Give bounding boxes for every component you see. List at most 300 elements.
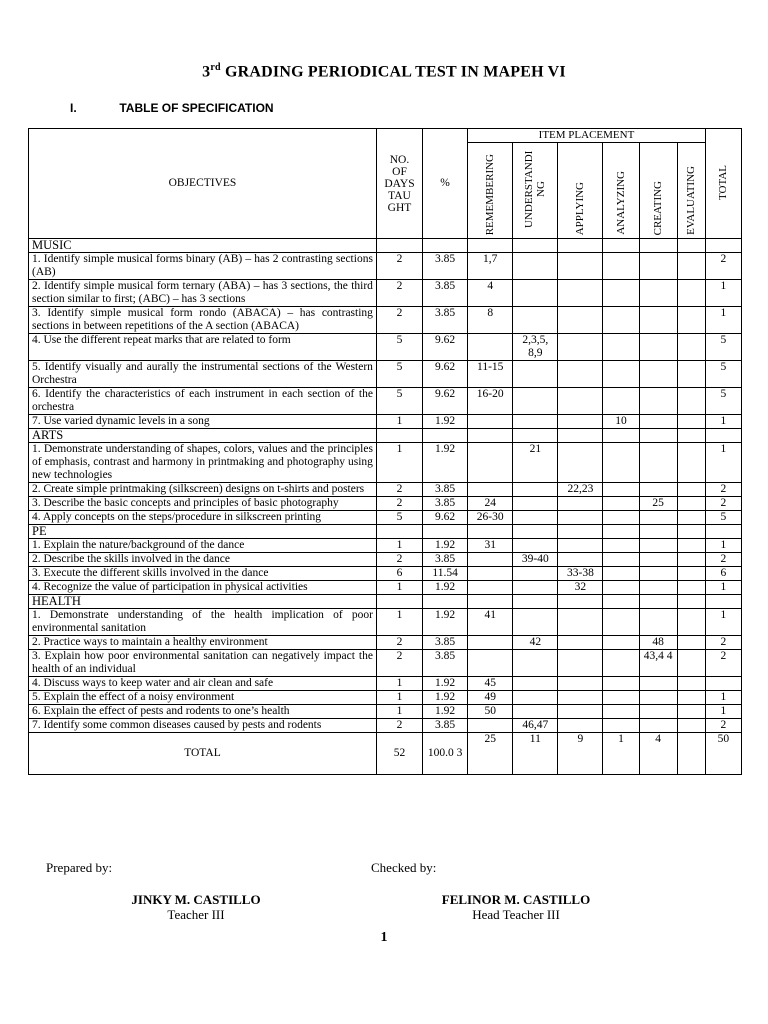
category-label: MUSIC bbox=[29, 239, 377, 253]
objective-text: 1. Demonstrate understanding of shapes, colors, values and the principles of emphasis, contrast and harmony in printmaking and photography using new technologies bbox=[29, 443, 377, 483]
row-evaluating bbox=[677, 280, 705, 307]
objective-text: 5. Explain the effect of a noisy environment bbox=[29, 691, 377, 705]
empty-cell bbox=[639, 239, 677, 253]
row-applying: 32 bbox=[558, 581, 603, 595]
level-understanding bbox=[513, 143, 558, 239]
row-applying bbox=[558, 361, 603, 388]
row-remembering: 41 bbox=[468, 609, 513, 636]
row-understanding bbox=[513, 483, 558, 497]
row-analyzing bbox=[603, 567, 639, 581]
row-applying bbox=[558, 539, 603, 553]
row-creating bbox=[639, 581, 677, 595]
category-row bbox=[29, 429, 742, 443]
row-evaluating bbox=[677, 443, 705, 483]
row-creating: 25 bbox=[639, 497, 677, 511]
objective-row bbox=[29, 719, 742, 733]
row-days: 5 bbox=[376, 388, 422, 415]
objective-row bbox=[29, 567, 742, 581]
level-evaluating bbox=[677, 143, 705, 239]
row-applying bbox=[558, 307, 603, 334]
row-understanding bbox=[513, 677, 558, 691]
objective-row bbox=[29, 497, 742, 511]
objective-row bbox=[29, 307, 742, 334]
row-creating bbox=[639, 609, 677, 636]
row-applying bbox=[558, 511, 603, 525]
days-header-line: NO. bbox=[389, 153, 410, 166]
row-evaluating bbox=[677, 497, 705, 511]
row-understanding bbox=[513, 497, 558, 511]
row-total: 6 bbox=[705, 567, 741, 581]
empty-cell bbox=[468, 429, 513, 443]
row-percent: 3.85 bbox=[423, 553, 468, 567]
row-creating bbox=[639, 361, 677, 388]
empty-cell bbox=[513, 429, 558, 443]
row-understanding: 46,47 bbox=[513, 719, 558, 733]
specification-body bbox=[29, 239, 742, 733]
empty-cell bbox=[603, 595, 639, 609]
row-total: 1 bbox=[705, 539, 741, 553]
row-days: 6 bbox=[376, 567, 422, 581]
row-remembering bbox=[468, 443, 513, 483]
empty-cell bbox=[603, 525, 639, 539]
objective-row bbox=[29, 361, 742, 388]
level-label: APPLYING bbox=[574, 181, 587, 235]
row-analyzing bbox=[603, 581, 639, 595]
row-remembering: 31 bbox=[468, 539, 513, 553]
row-applying bbox=[558, 388, 603, 415]
totals-row bbox=[29, 733, 742, 775]
days-header-line: OF bbox=[392, 165, 407, 178]
row-understanding bbox=[513, 691, 558, 705]
objective-text: 4. Apply concepts on the steps/procedure in silkscreen printing bbox=[29, 511, 377, 525]
level-label: UNDERSTANDI NG bbox=[523, 150, 548, 228]
row-analyzing bbox=[603, 677, 639, 691]
row-evaluating bbox=[677, 553, 705, 567]
row-applying bbox=[558, 650, 603, 677]
empty-cell bbox=[423, 525, 468, 539]
category-label: PE bbox=[29, 525, 377, 539]
row-analyzing bbox=[603, 334, 639, 361]
row-analyzing bbox=[603, 253, 639, 280]
row-evaluating bbox=[677, 719, 705, 733]
row-percent: 9.62 bbox=[423, 361, 468, 388]
row-total: 2 bbox=[705, 497, 741, 511]
row-days: 5 bbox=[376, 361, 422, 388]
row-analyzing bbox=[603, 483, 639, 497]
category-row bbox=[29, 239, 742, 253]
row-remembering: 24 bbox=[468, 497, 513, 511]
row-days: 2 bbox=[376, 483, 422, 497]
empty-cell bbox=[376, 595, 422, 609]
row-creating bbox=[639, 719, 677, 733]
empty-cell bbox=[376, 239, 422, 253]
row-total: 1 bbox=[705, 307, 741, 334]
row-understanding bbox=[513, 415, 558, 429]
row-applying bbox=[558, 415, 603, 429]
totals-percent: 100.0 3 bbox=[423, 733, 468, 775]
row-percent: 1.92 bbox=[423, 705, 468, 719]
empty-cell bbox=[603, 239, 639, 253]
days-header-line: DAYS bbox=[384, 177, 415, 190]
checker-name: FELINOR M. CASTILLO bbox=[441, 892, 591, 907]
row-analyzing bbox=[603, 609, 639, 636]
category-row bbox=[29, 595, 742, 609]
objective-row bbox=[29, 443, 742, 483]
row-creating bbox=[639, 307, 677, 334]
row-creating: 48 bbox=[639, 636, 677, 650]
row-remembering bbox=[468, 567, 513, 581]
row-days: 2 bbox=[376, 650, 422, 677]
days-header-line: TAU bbox=[388, 189, 411, 202]
row-understanding bbox=[513, 581, 558, 595]
checked-by-label: Checked by: bbox=[371, 860, 437, 875]
row-total: 1 bbox=[705, 581, 741, 595]
percent-header: % bbox=[423, 129, 468, 239]
row-total: 2 bbox=[705, 553, 741, 567]
row-days: 1 bbox=[376, 691, 422, 705]
objective-row bbox=[29, 609, 742, 636]
row-total: 1 bbox=[705, 705, 741, 719]
row-percent: 3.85 bbox=[423, 280, 468, 307]
empty-cell bbox=[705, 525, 741, 539]
row-days: 2 bbox=[376, 553, 422, 567]
specification-table bbox=[28, 128, 742, 775]
row-days: 2 bbox=[376, 280, 422, 307]
total-header-label: TOTAL bbox=[717, 164, 730, 200]
empty-cell bbox=[639, 525, 677, 539]
row-percent: 3.85 bbox=[423, 483, 468, 497]
row-percent: 1.92 bbox=[423, 609, 468, 636]
objective-text: 4. Discuss ways to keep water and air clean and safe bbox=[29, 677, 377, 691]
objective-row bbox=[29, 691, 742, 705]
objective-text: 7. Use varied dynamic levels in a song bbox=[29, 415, 377, 429]
objective-row bbox=[29, 280, 742, 307]
row-evaluating bbox=[677, 677, 705, 691]
objective-row bbox=[29, 483, 742, 497]
row-percent: 1.92 bbox=[423, 581, 468, 595]
row-creating bbox=[639, 280, 677, 307]
header-row-top bbox=[29, 129, 742, 143]
days-header-line: GHT bbox=[387, 201, 412, 214]
preparer-title: Teacher III bbox=[167, 907, 225, 922]
row-total: 5 bbox=[705, 334, 741, 361]
row-applying bbox=[558, 719, 603, 733]
objective-text: 6. Explain the effect of pests and rodents to one’s health bbox=[29, 705, 377, 719]
checker-title: Head Teacher III bbox=[472, 907, 560, 922]
row-total: 2 bbox=[705, 636, 741, 650]
empty-cell bbox=[705, 429, 741, 443]
row-total: 1 bbox=[705, 609, 741, 636]
objective-text: 7. Identify some common diseases caused by pests and rodents bbox=[29, 719, 377, 733]
row-analyzing bbox=[603, 443, 639, 483]
row-remembering: 26-30 bbox=[468, 511, 513, 525]
objective-text: 5. Identify visually and aurally the instrumental sections of the Western Orchestra bbox=[29, 361, 377, 388]
row-analyzing bbox=[603, 719, 639, 733]
row-days: 2 bbox=[376, 253, 422, 280]
row-percent: 1.92 bbox=[423, 539, 468, 553]
objective-text: 2. Describe the skills involved in the dance bbox=[29, 553, 377, 567]
level-label: REMEMBERING bbox=[484, 153, 497, 235]
empty-cell bbox=[423, 595, 468, 609]
objective-text: 4. Recognize the value of participation in physical activities bbox=[29, 581, 377, 595]
row-days: 2 bbox=[376, 307, 422, 334]
row-remembering: 49 bbox=[468, 691, 513, 705]
totals-applying: 9 bbox=[558, 733, 603, 775]
row-applying bbox=[558, 705, 603, 719]
row-percent: 1.92 bbox=[423, 443, 468, 483]
row-remembering bbox=[468, 719, 513, 733]
objective-row bbox=[29, 415, 742, 429]
section-label: TABLE OF SPECIFICATION bbox=[119, 101, 274, 115]
row-creating bbox=[639, 253, 677, 280]
row-analyzing bbox=[603, 388, 639, 415]
totals-understanding: 11 bbox=[513, 733, 558, 775]
level-label: ANALYZING bbox=[615, 171, 628, 235]
empty-cell bbox=[705, 595, 741, 609]
row-remembering bbox=[468, 415, 513, 429]
empty-cell bbox=[376, 525, 422, 539]
row-evaluating bbox=[677, 581, 705, 595]
level-analyzing bbox=[603, 143, 639, 239]
row-creating bbox=[639, 567, 677, 581]
level-label: CREATING bbox=[652, 180, 665, 235]
row-understanding: 21 bbox=[513, 443, 558, 483]
row-creating bbox=[639, 691, 677, 705]
row-days: 2 bbox=[376, 636, 422, 650]
row-applying bbox=[558, 636, 603, 650]
category-row bbox=[29, 525, 742, 539]
row-understanding bbox=[513, 361, 558, 388]
empty-cell bbox=[677, 239, 705, 253]
preparer-name: JINKY M. CASTILLO bbox=[131, 892, 261, 907]
row-percent: 3.85 bbox=[423, 650, 468, 677]
row-total bbox=[705, 677, 741, 691]
title-prefix: 3 bbox=[202, 63, 211, 81]
row-analyzing bbox=[603, 553, 639, 567]
row-total: 2 bbox=[705, 253, 741, 280]
row-evaluating bbox=[677, 539, 705, 553]
row-remembering bbox=[468, 334, 513, 361]
row-remembering bbox=[468, 581, 513, 595]
empty-cell bbox=[603, 429, 639, 443]
totals-analyzing: 1 bbox=[603, 733, 639, 775]
row-remembering bbox=[468, 553, 513, 567]
row-creating bbox=[639, 334, 677, 361]
row-understanding bbox=[513, 253, 558, 280]
category-label: ARTS bbox=[29, 429, 377, 443]
empty-cell bbox=[677, 429, 705, 443]
row-analyzing bbox=[603, 650, 639, 677]
row-creating bbox=[639, 415, 677, 429]
row-percent: 1.92 bbox=[423, 691, 468, 705]
row-total: 5 bbox=[705, 361, 741, 388]
row-understanding: 42 bbox=[513, 636, 558, 650]
totals-evaluating bbox=[677, 733, 705, 775]
row-days: 1 bbox=[376, 581, 422, 595]
empty-cell bbox=[423, 239, 468, 253]
row-evaluating bbox=[677, 511, 705, 525]
row-total: 1 bbox=[705, 280, 741, 307]
row-days: 5 bbox=[376, 334, 422, 361]
empty-cell bbox=[677, 525, 705, 539]
row-total: 2 bbox=[705, 650, 741, 677]
row-analyzing bbox=[603, 539, 639, 553]
row-creating bbox=[639, 553, 677, 567]
row-understanding bbox=[513, 609, 558, 636]
row-analyzing bbox=[603, 307, 639, 334]
empty-cell bbox=[423, 429, 468, 443]
row-applying bbox=[558, 553, 603, 567]
row-analyzing bbox=[603, 705, 639, 719]
totals-days: 52 bbox=[376, 733, 422, 775]
row-applying bbox=[558, 253, 603, 280]
row-understanding: 2,3,5, 8,9 bbox=[513, 334, 558, 361]
objective-text: 4. Use the different repeat marks that are related to form bbox=[29, 334, 377, 361]
row-analyzing bbox=[603, 280, 639, 307]
objective-row bbox=[29, 677, 742, 691]
empty-cell bbox=[513, 239, 558, 253]
level-label: EVALUATING bbox=[685, 166, 698, 235]
totals-body bbox=[29, 733, 742, 775]
row-evaluating bbox=[677, 483, 705, 497]
row-percent: 9.62 bbox=[423, 334, 468, 361]
objective-text: 1. Demonstrate understanding of the health implication of poor environmental sanitation bbox=[29, 609, 377, 636]
row-evaluating bbox=[677, 705, 705, 719]
row-percent: 1.92 bbox=[423, 677, 468, 691]
row-understanding bbox=[513, 307, 558, 334]
objective-text: 3. Describe the basic concepts and principles of basic photography bbox=[29, 497, 377, 511]
row-days: 1 bbox=[376, 705, 422, 719]
row-applying: 33-38 bbox=[558, 567, 603, 581]
row-evaluating bbox=[677, 415, 705, 429]
row-days: 1 bbox=[376, 677, 422, 691]
row-total: 5 bbox=[705, 511, 741, 525]
section-heading bbox=[70, 101, 274, 115]
row-understanding bbox=[513, 511, 558, 525]
row-total: 5 bbox=[705, 388, 741, 415]
row-applying bbox=[558, 443, 603, 483]
row-evaluating bbox=[677, 334, 705, 361]
row-percent: 3.85 bbox=[423, 307, 468, 334]
totals-remembering: 25 bbox=[468, 733, 513, 775]
row-applying bbox=[558, 280, 603, 307]
row-evaluating bbox=[677, 307, 705, 334]
row-analyzing bbox=[603, 636, 639, 650]
empty-cell bbox=[639, 595, 677, 609]
row-total: 1 bbox=[705, 443, 741, 483]
row-analyzing bbox=[603, 361, 639, 388]
objective-row bbox=[29, 511, 742, 525]
objective-text: 6. Identify the characteristics of each instrument in each section of the orchestra bbox=[29, 388, 377, 415]
empty-cell bbox=[558, 595, 603, 609]
days-header bbox=[376, 129, 422, 239]
row-days: 1 bbox=[376, 539, 422, 553]
row-applying bbox=[558, 609, 603, 636]
item-placement-header: ITEM PLACEMENT bbox=[468, 129, 706, 143]
category-label: HEALTH bbox=[29, 595, 377, 609]
empty-cell bbox=[513, 595, 558, 609]
empty-cell bbox=[705, 239, 741, 253]
row-percent: 1.92 bbox=[423, 415, 468, 429]
empty-cell bbox=[513, 525, 558, 539]
objectives-header: OBJECTIVES bbox=[29, 129, 377, 239]
objective-text: 2. Identify simple musical form ternary (ABA) – has 3 sections, the third section similar to first; (ABC) – has 3 sections bbox=[29, 280, 377, 307]
empty-cell bbox=[468, 525, 513, 539]
row-evaluating bbox=[677, 691, 705, 705]
row-creating bbox=[639, 677, 677, 691]
row-total: 2 bbox=[705, 483, 741, 497]
objective-row bbox=[29, 334, 742, 361]
row-applying bbox=[558, 691, 603, 705]
level-applying bbox=[558, 143, 603, 239]
row-percent: 3.85 bbox=[423, 253, 468, 280]
row-analyzing bbox=[603, 691, 639, 705]
page-number: 1 bbox=[380, 930, 388, 945]
prepared-by-label: Prepared by: bbox=[46, 860, 113, 875]
empty-cell bbox=[558, 429, 603, 443]
empty-cell bbox=[468, 239, 513, 253]
row-analyzing bbox=[603, 497, 639, 511]
row-understanding bbox=[513, 567, 558, 581]
row-understanding bbox=[513, 539, 558, 553]
level-creating bbox=[639, 143, 677, 239]
empty-cell bbox=[468, 595, 513, 609]
row-percent: 9.62 bbox=[423, 511, 468, 525]
empty-cell bbox=[376, 429, 422, 443]
section-number: I. bbox=[70, 101, 77, 115]
row-remembering bbox=[468, 636, 513, 650]
row-percent: 3.85 bbox=[423, 497, 468, 511]
objective-row bbox=[29, 705, 742, 719]
row-applying: 22,23 bbox=[558, 483, 603, 497]
objective-row bbox=[29, 581, 742, 595]
row-total: 2 bbox=[705, 719, 741, 733]
row-analyzing: 10 bbox=[603, 415, 639, 429]
row-evaluating bbox=[677, 636, 705, 650]
row-applying bbox=[558, 334, 603, 361]
objective-row bbox=[29, 539, 742, 553]
row-evaluating bbox=[677, 253, 705, 280]
row-days: 1 bbox=[376, 415, 422, 429]
row-applying bbox=[558, 497, 603, 511]
level-remembering bbox=[468, 143, 513, 239]
row-creating bbox=[639, 388, 677, 415]
row-days: 1 bbox=[376, 443, 422, 483]
row-days: 1 bbox=[376, 609, 422, 636]
row-remembering: 45 bbox=[468, 677, 513, 691]
row-days: 2 bbox=[376, 719, 422, 733]
row-understanding bbox=[513, 650, 558, 677]
objective-row bbox=[29, 553, 742, 567]
objective-text: 1. Explain the nature/background of the dance bbox=[29, 539, 377, 553]
row-percent: 3.85 bbox=[423, 636, 468, 650]
row-understanding: 39-40 bbox=[513, 553, 558, 567]
row-understanding bbox=[513, 705, 558, 719]
row-analyzing bbox=[603, 511, 639, 525]
row-remembering: 11-15 bbox=[468, 361, 513, 388]
objective-text: 3. Identify simple musical form rondo (ABACA) – has contrasting sections in between repetitions of the A section (ABACA) bbox=[29, 307, 377, 334]
empty-cell bbox=[558, 525, 603, 539]
row-remembering bbox=[468, 650, 513, 677]
objective-text: 2. Create simple printmaking (silkscreen) designs on t-shirts and posters bbox=[29, 483, 377, 497]
row-remembering: 1,7 bbox=[468, 253, 513, 280]
row-remembering: 16-20 bbox=[468, 388, 513, 415]
row-remembering: 4 bbox=[468, 280, 513, 307]
totals-label: TOTAL bbox=[29, 733, 377, 775]
row-total: 1 bbox=[705, 415, 741, 429]
empty-cell bbox=[677, 595, 705, 609]
row-percent: 3.85 bbox=[423, 719, 468, 733]
